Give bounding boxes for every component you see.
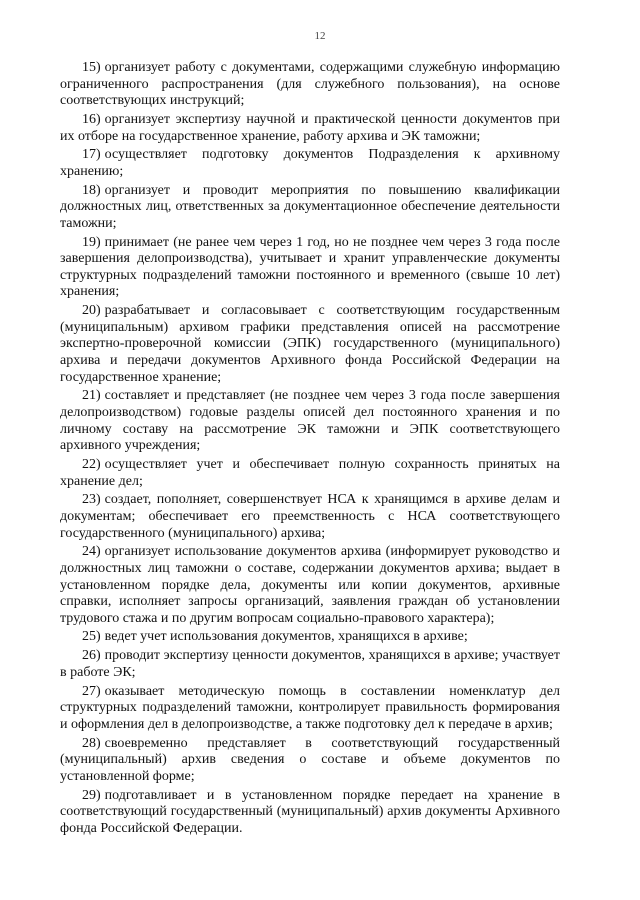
list-item [60, 303, 560, 386]
item-number: 29) [82, 787, 101, 803]
item-number: 20) [82, 303, 101, 319]
list-item [60, 684, 560, 734]
item-number: 18) [82, 182, 101, 198]
item-text: создает, пополняет, совершенствует НСА к хранящимся в архиве делам и документам; обеспечивает его преемственность с НСА соответствующего государственного (муниципального) архива; [60, 492, 560, 541]
list-item [60, 112, 560, 145]
list-item [60, 147, 560, 180]
item-text: осуществляет учет и обеспечивает полную сохранность принятых на хранение дел; [60, 456, 560, 489]
list-item [60, 788, 560, 838]
item-text: подготавливает и в установленном порядке передает на хранение в соответствующий государственный (муниципальный) архив документы Архивного фонда Российской Федерации. [60, 787, 560, 836]
item-number: 16) [82, 111, 101, 127]
list-item [60, 235, 560, 301]
list-item [60, 544, 560, 627]
list-item [60, 60, 560, 110]
item-text: проводит экспертизу ценности документов, хранящихся в архиве; участвует в работе ЭК; [60, 648, 560, 680]
item-text: принимает (не ранее чем через 1 год, но не позднее чем через 3 года после завершения делопроизводства), учитывает и хранит управленческие документы структурных подразделений таможни постоянного и временного (свыше 10 лет) хранения; [60, 234, 560, 300]
item-number: 23) [82, 492, 101, 508]
item-number: 21) [82, 388, 101, 404]
item-number: 17) [82, 147, 101, 163]
page-number: 12 [314, 30, 326, 42]
document-body [60, 60, 560, 840]
item-text: организует использование документов архива (информирует руководство и должностных лиц таможни о составе, содержании документов архива; выдает в установленном порядке дела, документы или копии документов, архивные справки, исполняет запросы организаций, заявления граждан об установлении трудового стажа и по другим вопросам социально-правового характера); [60, 544, 560, 626]
list-item [60, 457, 560, 490]
item-number: 27) [82, 683, 101, 699]
item-number: 25) [82, 629, 101, 645]
list-item [60, 183, 560, 233]
item-text: оказывает методическую помощь в составлении номенклатур дел структурных подразделений таможни, контролирует правильность формирования и оформления дел в делопроизводстве, а также подготовку дел к передаче в архив; [60, 683, 560, 732]
item-number: 15) [82, 60, 101, 75]
list-item [60, 629, 560, 646]
list-item [60, 736, 560, 786]
item-number: 26) [82, 648, 101, 664]
item-number: 24) [82, 544, 101, 560]
item-text: разрабатывает и согласовывает с соответствующим государственным (муниципальным) архивом графики представления описей на рассмотрение экспертно-проверочной комиссии (ЭПК) государственного (муниципального) архива и передачи документов Архивного фонда Российской Федерации на государственное хранение; [60, 303, 560, 385]
item-text: ведет учет использования документов, хранящихся в архиве; [104, 629, 468, 645]
item-number: 22) [82, 456, 101, 472]
item-text: организует и проводит мероприятия по повышению квалификации должностных лиц, ответственных за документационное обеспечение деятельности таможни; [60, 182, 560, 231]
item-text: своевременно представляет в соответствующий государственный (муниципальный) архив сведения о составе и объеме документов по установленной форме; [60, 735, 560, 784]
list-item [60, 492, 560, 542]
item-text: организует экспертизу научной и практической ценности документов при их отборе на государственное хранение, работу архива и ЭК таможни; [60, 111, 560, 144]
item-text: организует работу с документами, содержащими служебную информацию ограниченного распространения (для служебного пользования), на основе соответствующих инструкций; [60, 60, 560, 109]
item-number: 19) [82, 234, 101, 250]
list-item [60, 648, 560, 681]
item-text: составляет и представляет (не позднее чем через 3 года после завершения делопроизводством) годовые разделы описей дел постоянного хранения и по личному составу на рассмотрение ЭК таможни и ЭПК соответствующего архивного учреждения; [60, 388, 560, 454]
list-item [60, 388, 560, 454]
item-number: 28) [82, 735, 101, 751]
item-text: осуществляет подготовку документов Подразделения к архивному хранению; [60, 147, 560, 179]
